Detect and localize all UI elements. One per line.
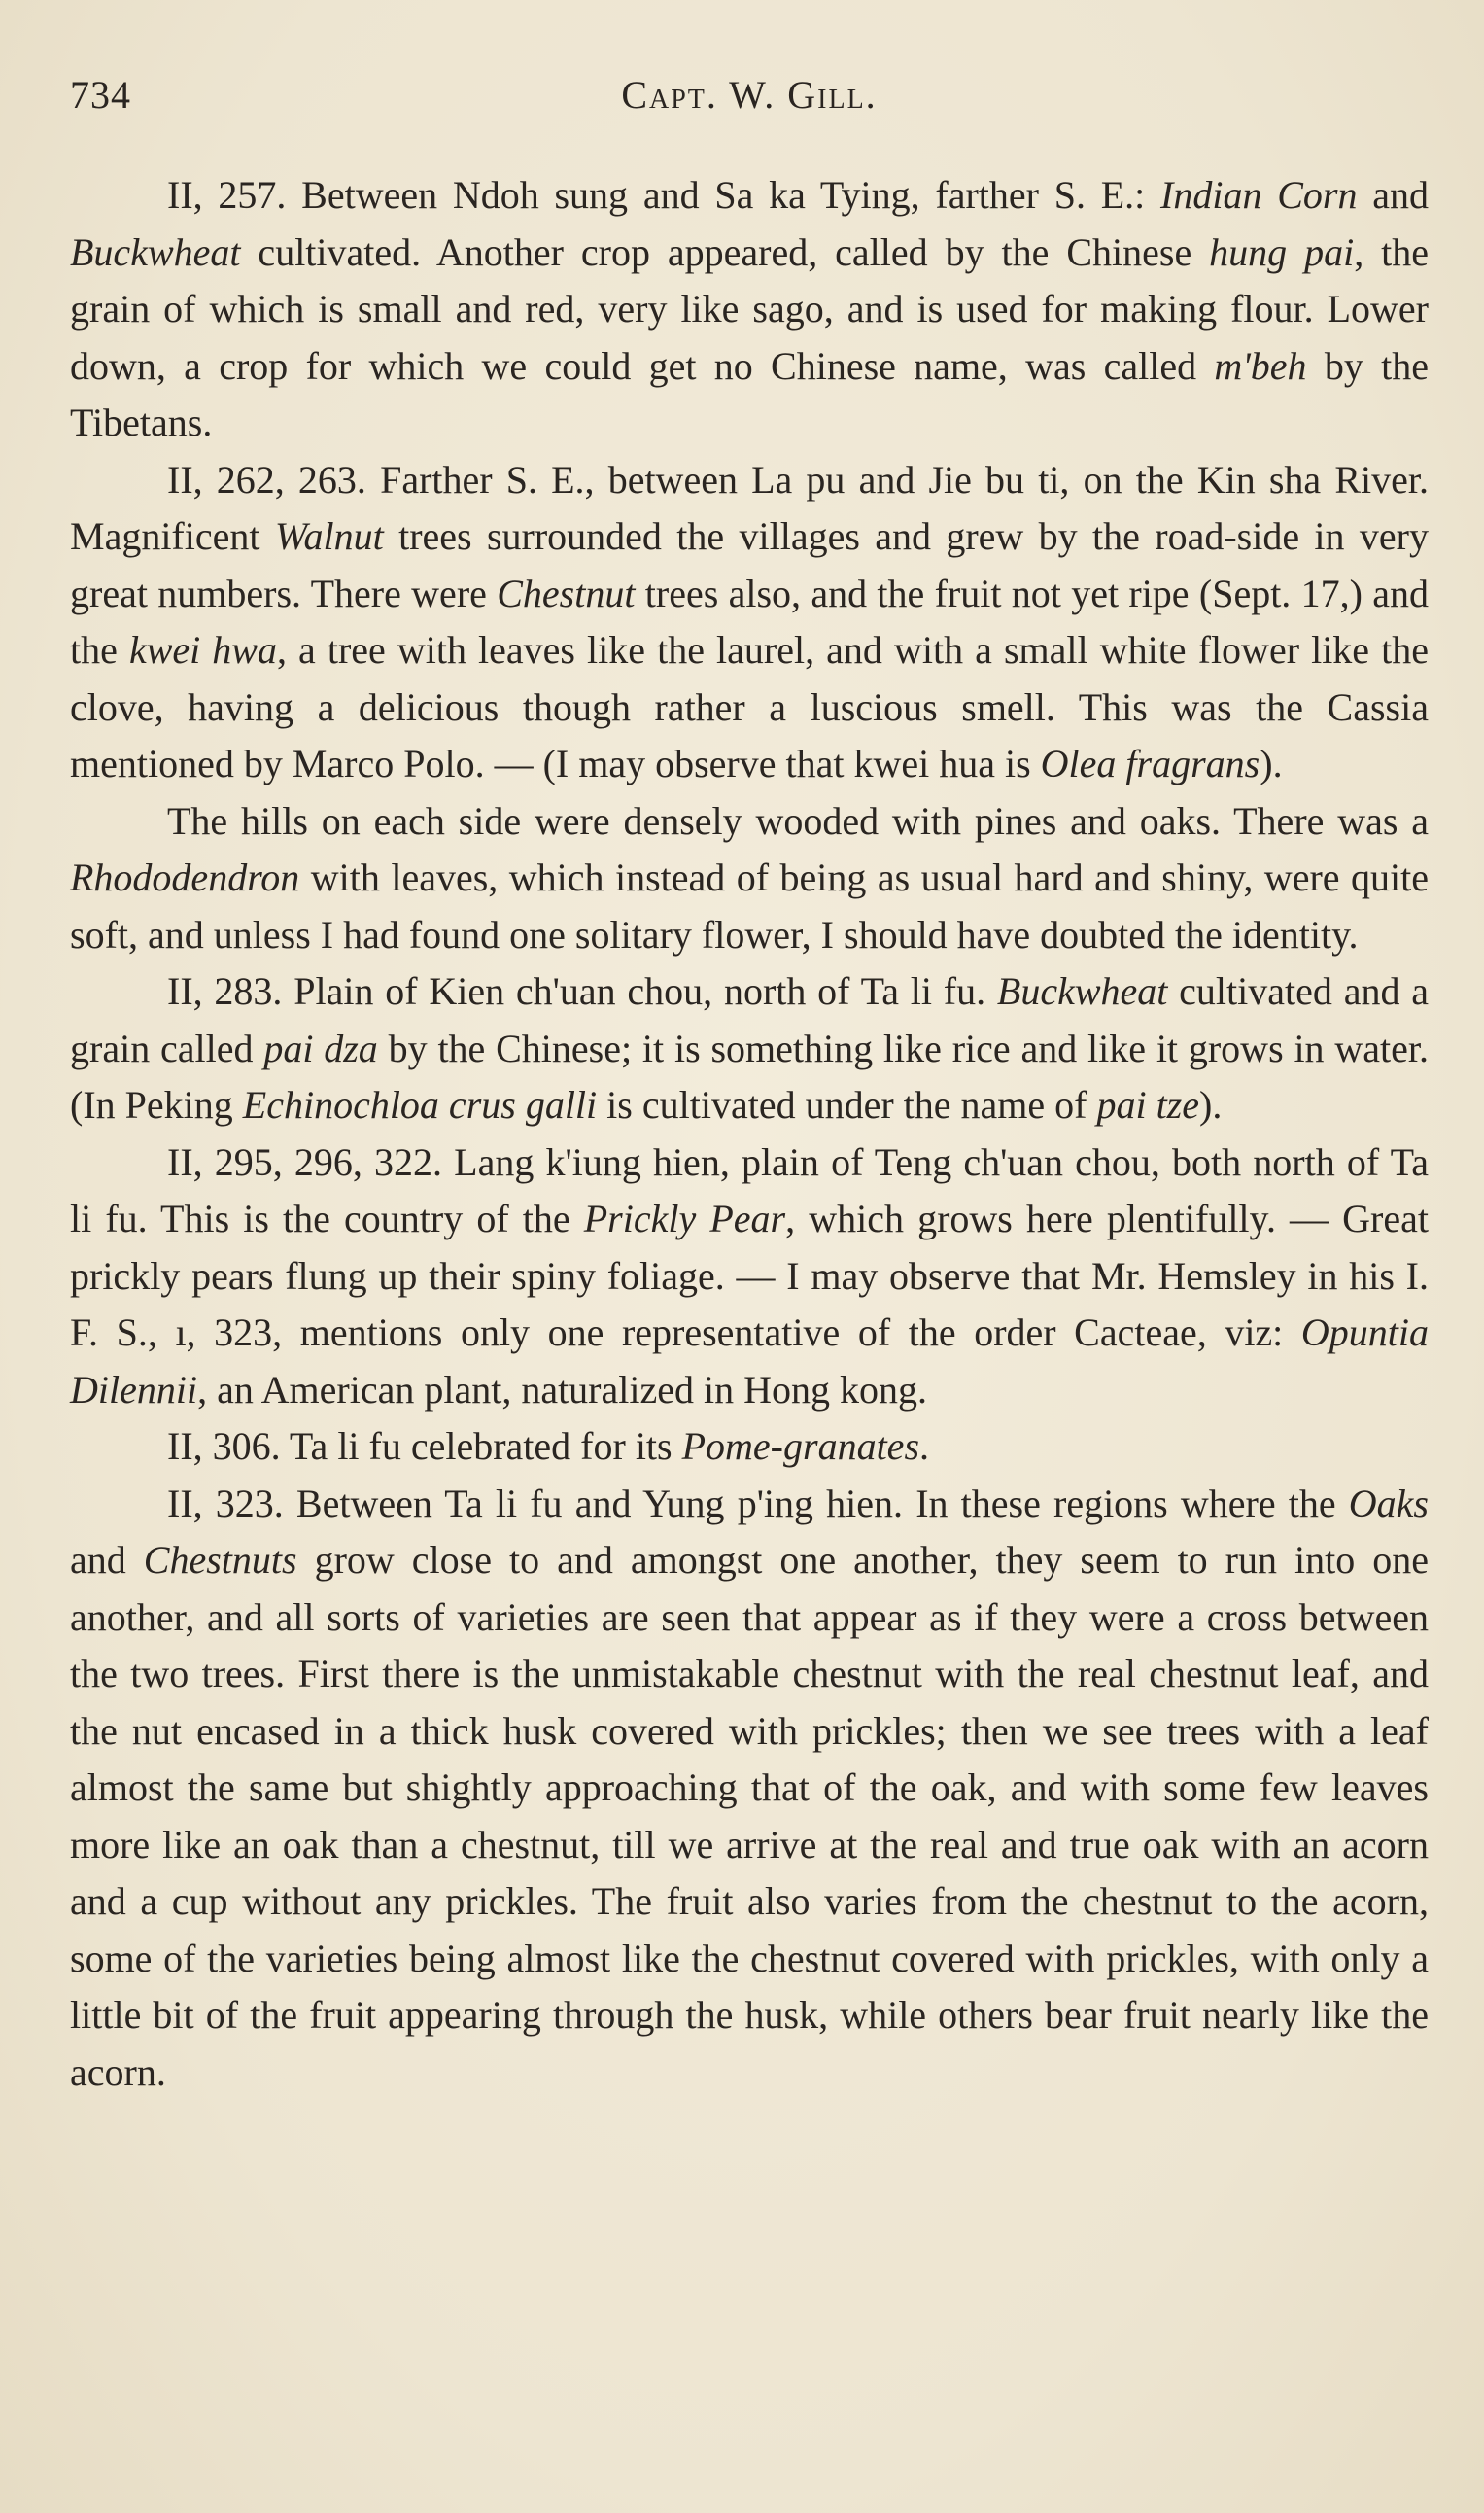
paragraph: [70, 963, 1429, 1134]
italic-term: Walnut: [274, 514, 384, 558]
italic-term: Pome-granates: [681, 1424, 920, 1468]
italic-term: Prickly Pear: [583, 1197, 786, 1240]
text-segment: , a tree with leaves like the laurel, and with a small white flower like the clove, having a delicious though rather a luscious smell. This was the Cassia mentioned by Marco Polo. — (I may observe that kwei hua is: [70, 628, 1429, 785]
text-segment: ).: [1260, 742, 1283, 785]
italic-term: kwei hwa: [128, 628, 277, 672]
text-segment: II, 295, 296, 322. Lang k'iung hien, plain of Teng ch'uan chou, both north of Ta li fu. This is the country of the: [70, 1139, 1429, 1240]
text-segment: and: [1357, 173, 1429, 217]
body-text: [70, 167, 1429, 2101]
text-segment: II, 283. Plain of Kien ch'uan chou, north of Ta li fu.: [167, 969, 997, 1013]
text-segment: The hills on each side were densely wooded with pines and oaks. There was a: [167, 798, 1429, 843]
italic-term: Indian Corn: [1160, 173, 1358, 217]
text-segment: with leaves, which instead of being as usual hard and shiny, were quite soft, and unless I had found one solitary flower, I should have doubted the identity.: [70, 855, 1429, 957]
text-segment: grow close to and amongst one another, they seem to run into one another, and all sorts of varieties are seen that appear as if they were a cross between the two trees. First there is the unmistakable chestnut with the real chestnut leaf, and the nut encased in a thick husk covered with prickles; then we see trees with a leaf almost the same but shightly approaching that of the oak, and with some few leaves more like an oak than a chestnut, till we arrive at the real and true oak with an acorn and a cup without any prickles. The fruit also varies from the chestnut to the acorn, some of the varieties being almost like the chestnut covered with prickles, with only a little bit of the fruit appearing through the husk, while others bear fruit nearly like the acorn.: [70, 1538, 1429, 2094]
italic-term: hung pai: [1209, 229, 1355, 274]
italic-term: Buckwheat: [996, 969, 1168, 1013]
text-segment: cultivated and a grain called: [70, 969, 1429, 1070]
italic-term: Buckwheat: [70, 229, 241, 274]
text-segment: cultivated. Another crop appeared, called by the Chinese: [240, 229, 1210, 274]
paragraph: [70, 167, 1429, 452]
italic-term: Olea fragrans: [1040, 742, 1260, 785]
text-segment: is cultivated under the name of: [597, 1083, 1097, 1127]
text-segment: II, 306. Ta li fu celebrated for its: [167, 1424, 682, 1468]
page-number: 734: [70, 73, 131, 117]
paragraph: [70, 1476, 1429, 2102]
text-segment: , the grain of which is small and red, very like sago, and is used for making flour. Lower down, a crop for which we could get no Chinese name, was called: [70, 229, 1430, 388]
page-header: [70, 72, 1429, 130]
text-segment: by the Chinese; it is something like rice and like it grows in water. (In Peking: [70, 1026, 1429, 1127]
paragraph: [70, 1134, 1429, 1419]
text-segment: trees also, and the fruit not yet ripe (Sept. 17,) and the: [70, 571, 1430, 672]
text-segment: , an American plant, naturalized in Hong kong.: [197, 1367, 927, 1412]
text-segment: and: [70, 1538, 144, 1582]
text-segment: II, 257. Between Ndoh sung and Sa ka Tying, farther S. E.:: [167, 173, 1161, 217]
text-segment: trees surrounded the villages and grew by the road-side in very great numbers. There were: [70, 514, 1429, 615]
italic-term: Rhododendron: [70, 855, 300, 899]
italic-term: pai dza: [263, 1026, 378, 1070]
text-segment: ).: [1199, 1083, 1223, 1127]
paragraph: [70, 793, 1429, 964]
paragraph: [70, 1418, 1429, 1476]
italic-term: Echinochloa crus galli: [242, 1083, 598, 1127]
running-head: Capt. W. Gill.: [621, 73, 878, 117]
italic-term: m'beh: [1214, 343, 1307, 388]
text-segment: II, 323. Between Ta li fu and Yung p'ing hien. In these regions where the: [167, 1481, 1349, 1525]
text-segment: by the Tibetans.: [70, 343, 1429, 444]
italic-term: Chestnuts: [143, 1538, 297, 1582]
text-segment: , which grows here plentifully. — Great prickly pears flung up their spiny foliage. — I may observe that Mr. Hemsley in his I. F. S., ı, 323, mentions only one representative of the order Cacteae, viz:: [70, 1197, 1429, 1354]
italic-term: Chestnut: [497, 571, 636, 615]
text-segment: .: [919, 1424, 930, 1468]
italic-term: Oaks: [1348, 1481, 1429, 1525]
paragraph: [70, 452, 1429, 793]
text-segment: II, 262, 263. Farther S. E., between La pu and Jie bu ti, on the Kin sha River. Magnificent: [70, 457, 1429, 558]
italic-term: Opuntia Dilennii: [70, 1310, 1429, 1412]
italic-term: pai tze: [1096, 1083, 1199, 1127]
